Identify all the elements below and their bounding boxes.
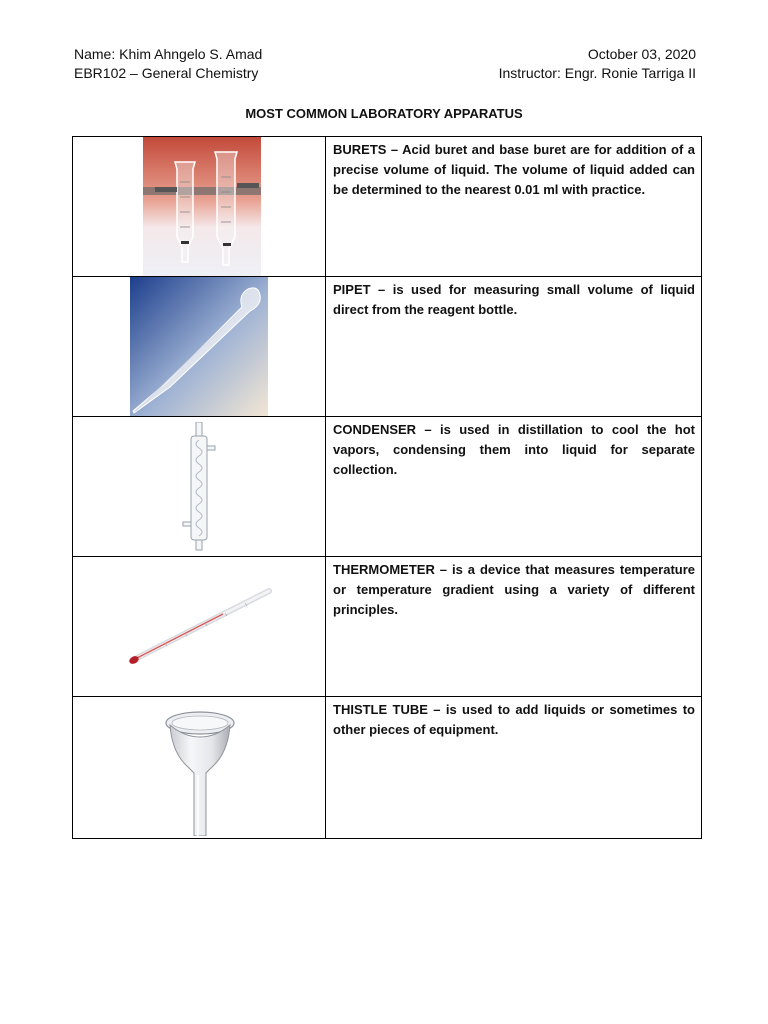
table-row — [73, 137, 701, 277]
thistle-tube-icon — [162, 697, 238, 836]
instructor-name: Instructor: Engr. Ronie Tarriga II — [498, 65, 696, 81]
apparatus-description: BURETS – Acid buret and base buret are for addition of a precise volume of liquid. The volume of liquid added can be determined to the nearest 0.01 ml with practice. — [333, 142, 695, 197]
image-cell — [73, 557, 326, 696]
course-name: EBR102 – General Chemistry — [74, 65, 259, 81]
table-row — [73, 557, 701, 697]
image-cell — [73, 137, 326, 276]
apparatus-description: PIPET – is used for measuring small volume of liquid direct from the reagent bottle. — [333, 282, 695, 317]
table-row — [73, 697, 701, 838]
table-row — [73, 277, 701, 417]
apparatus-description: CONDENSER – is used in distillation to cool the hot vapors, condensing them into liquid for separate collection. — [333, 422, 695, 477]
apparatus-description: THISTLE TUBE – is used to add liquids or sometimes to other pieces of equipment. — [333, 702, 695, 737]
header-row-2 — [74, 65, 696, 81]
burets-icon — [143, 137, 261, 276]
page-title: MOST COMMON LABORATORY APPARATUS — [245, 106, 523, 121]
student-name: Name: Khim Ahngelo S. Amad — [74, 46, 263, 62]
pipet-icon — [130, 277, 268, 416]
image-cell — [73, 277, 326, 416]
image-cell — [73, 697, 326, 838]
apparatus-description: THERMOMETER – is a device that measures temperature or temperature gradient using a variety of different principles. — [333, 562, 695, 617]
apparatus-table — [72, 136, 702, 839]
thermometer-icon — [125, 583, 275, 673]
header-row-1 — [74, 46, 696, 62]
document-date: October 03, 2020 — [587, 46, 696, 62]
table-row — [73, 417, 701, 557]
image-cell — [73, 417, 326, 556]
condenser-icon — [179, 422, 219, 552]
